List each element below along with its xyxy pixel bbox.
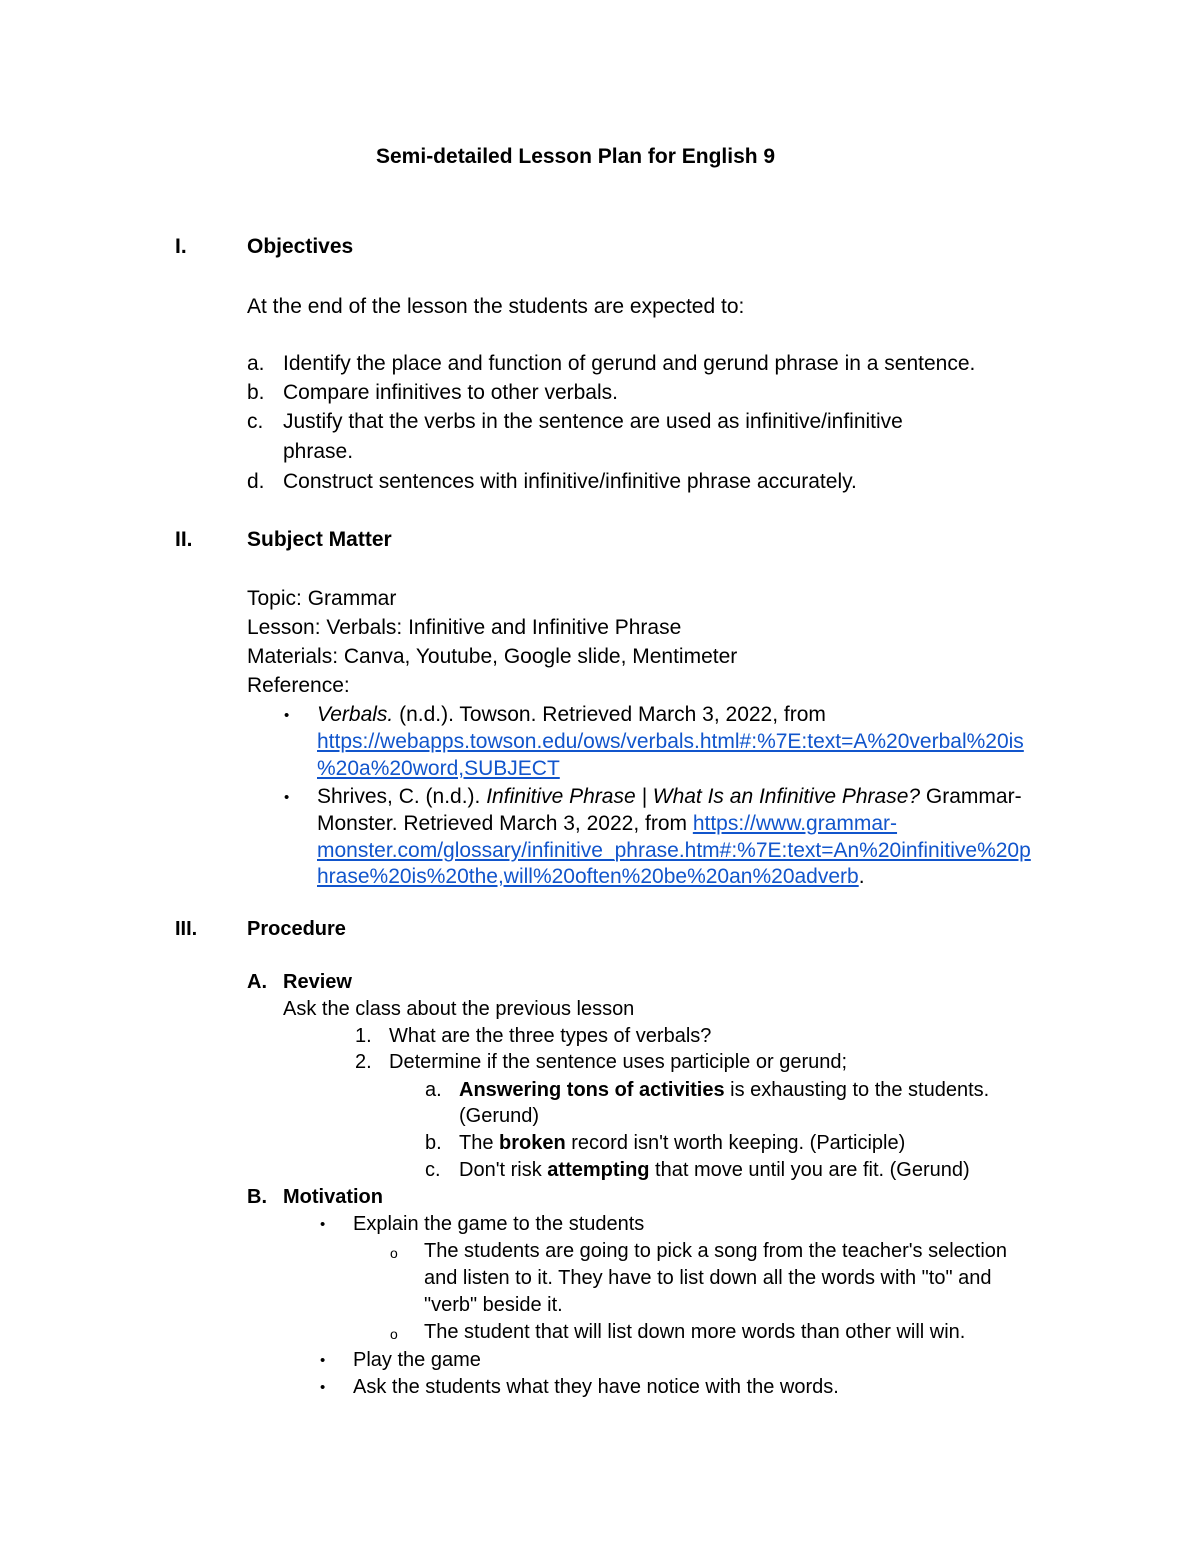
reference-1-link[interactable]: https://webapps.towson.edu/ows/verbals.html#:%7E:text=A%20verbal%20is: [317, 730, 1024, 753]
reference-2-line: [317, 786, 1022, 807]
objective-text: Justify that the verbs in the sentence are used as infinitive/infinitive: [283, 410, 903, 433]
bullet-icon: •: [320, 1216, 326, 1233]
objective-text-continued: phrase.: [283, 440, 354, 463]
reference-1-line: [317, 704, 826, 725]
reference-2-author: Shrives, C. (n.d.).: [317, 785, 487, 808]
reference-2-retrieved: Monster. Retrieved March 3, 2022, from: [317, 812, 693, 835]
motivation-step: Play the game: [353, 1349, 481, 1371]
reference-1-text: (n.d.). Towson. Retrieved March 3, 2022, from: [393, 703, 826, 726]
example-a-continued: (Gerund): [459, 1105, 540, 1127]
reference-2-line-4: [317, 866, 865, 887]
example-a: [459, 1080, 989, 1100]
bullet-icon: •: [284, 789, 290, 806]
reference-2-link[interactable]: https://www.grammar-: [692, 812, 898, 835]
example-c-pre: Don't risk: [459, 1159, 548, 1181]
example-c: [459, 1160, 970, 1180]
example-b-rest: record isn't worth keeping. (Participle): [565, 1132, 906, 1154]
review-intro: Ask the class about the previous lesson: [283, 998, 635, 1020]
motivation-detail-continued: "verb" beside it.: [424, 1294, 563, 1316]
reference-1-title: Verbals.: [317, 703, 394, 726]
section-numeral-objectives: I.: [175, 235, 187, 258]
objective-marker: d.: [247, 470, 265, 493]
objective-text: Construct sentences with infinitive/infinitive phrase accurately.: [283, 470, 857, 493]
subsection-marker-review: A.: [247, 971, 267, 993]
example-c-bold: attempting: [547, 1159, 650, 1181]
objective-marker: c.: [247, 410, 264, 433]
example-b-bold: broken: [499, 1132, 566, 1154]
motivation-detail-continued: and listen to it. They have to list down all the words with "to" and: [424, 1267, 992, 1289]
review-question: What are the three types of verbals?: [389, 1025, 712, 1047]
reference-label: Reference:: [247, 674, 350, 697]
reference-2-publisher: Grammar-: [920, 785, 1022, 808]
reference-2-link-continued[interactable]: monster.com/glossary/infinitive_phrase.htm#:%7E:text=An%20infinitive%20p: [317, 839, 1031, 862]
circle-bullet-icon: o: [390, 1245, 398, 1261]
motivation-detail: The student that will list down more words than other will win.: [424, 1321, 966, 1343]
reference-1-link-continued[interactable]: %20a%20word,SUBJECT: [317, 757, 560, 780]
subsection-heading-motivation: Motivation: [283, 1186, 383, 1208]
review-question-marker: 1.: [355, 1025, 372, 1047]
objectives-intro: At the end of the lesson the students are expected to:: [247, 295, 745, 318]
example-marker: c.: [425, 1159, 441, 1181]
lesson-line: Lesson: Verbals: Infinitive and Infinitive Phrase: [247, 616, 682, 639]
circle-bullet-icon: o: [390, 1326, 398, 1342]
bullet-icon: •: [284, 707, 290, 724]
section-heading-objectives: Objectives: [247, 235, 354, 258]
reference-2-period: .: [858, 865, 865, 888]
example-marker: a.: [425, 1079, 442, 1101]
objective-text: Compare infinitives to other verbals.: [283, 381, 618, 404]
section-numeral-procedure: III.: [175, 918, 198, 940]
materials-line: Materials: Canva, Youtube, Google slide, Mentimeter: [247, 645, 738, 668]
objective-text: Identify the place and function of gerund and gerund phrase in a sentence.: [283, 352, 976, 375]
bullet-icon: •: [320, 1379, 326, 1396]
motivation-detail: The students are going to pick a song from the teacher's selection: [424, 1240, 1008, 1262]
review-question: Determine if the sentence uses participle or gerund;: [389, 1051, 848, 1073]
bullet-icon: •: [320, 1352, 326, 1369]
motivation-step: Ask the students what they have notice with the words.: [353, 1376, 839, 1398]
example-b-pre: The: [459, 1132, 500, 1154]
reference-2-link-end[interactable]: hrase%20is%20the,will%20often%20be%20an%20adverb: [317, 865, 859, 888]
example-a-rest: is exhausting to the students.: [724, 1079, 990, 1101]
reference-2-line-2: [317, 813, 897, 834]
objective-marker: a.: [247, 352, 265, 375]
topic-line: Topic: Grammar: [247, 587, 397, 610]
motivation-step: Explain the game to the students: [353, 1213, 645, 1235]
example-marker: b.: [425, 1132, 442, 1154]
reference-2-title: Infinitive Phrase | What Is an Infinitive Phrase?: [486, 785, 921, 808]
section-numeral-subject-matter: II.: [175, 528, 193, 551]
example-b: [459, 1133, 905, 1153]
section-heading-procedure: Procedure: [247, 918, 346, 940]
example-a-bold: Answering tons of activities: [459, 1079, 725, 1101]
objective-marker: b.: [247, 381, 265, 404]
example-c-rest: that move until you are fit. (Gerund): [649, 1159, 970, 1181]
review-question-marker: 2.: [355, 1051, 372, 1073]
subsection-heading-review: Review: [283, 971, 352, 993]
page-title: Semi-detailed Lesson Plan for English 9: [376, 145, 776, 168]
section-heading-subject-matter: Subject Matter: [247, 528, 392, 551]
subsection-marker-motivation: B.: [247, 1186, 267, 1208]
